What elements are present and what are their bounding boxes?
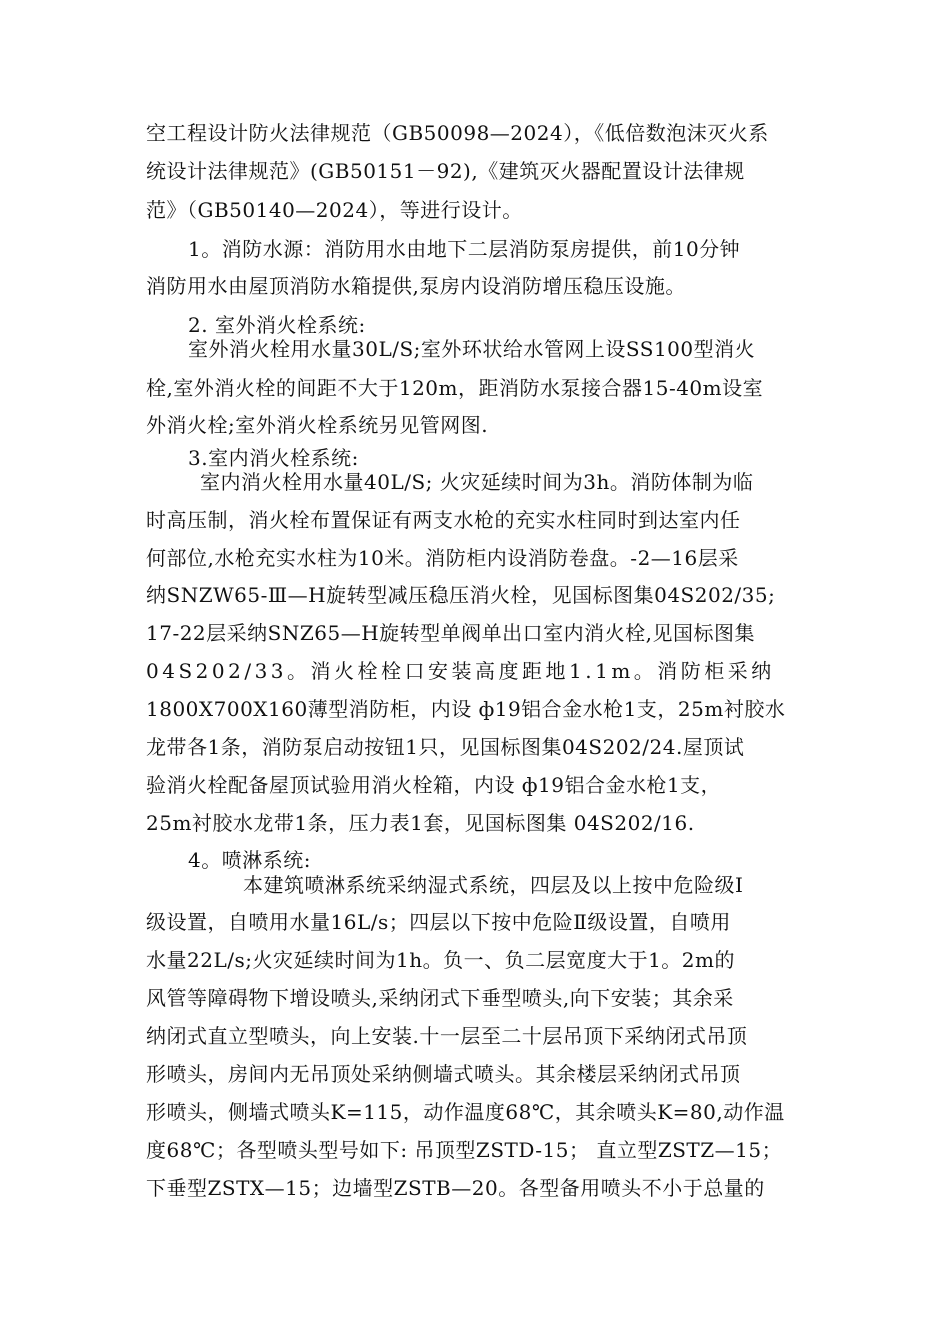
text-line: 统设计法律规范》(GB50151－92),《建筑灭火器配置设计法律规 bbox=[146, 159, 745, 183]
text-line: 空工程设计防火法律规范（GB50098—2024），《低倍数泡沫灭火系 bbox=[146, 121, 769, 145]
text-line: 25m衬胶水龙带1条，压力表1套，见国标图集 04S202/16. bbox=[146, 811, 695, 835]
text-line: 级设置，自喷用水量16L/s；四层以下按中危险Ⅱ级设置，自喷用 bbox=[146, 910, 731, 934]
text-line: 范》（GB50140—2024），等进行设计。 bbox=[146, 198, 523, 222]
text-line: 风管等障碍物下增设喷头,采纳闭式下垂型喷头,向下安装；其余采 bbox=[146, 986, 734, 1010]
text-line: 形喷头，房间内无吊顶处采纳侧墙式喷头。其余楼层采纳闭式吊顶 bbox=[146, 1062, 741, 1086]
text-line: 17-22层采纳SNZ65—H旋转型单阀单出口室内消火栓,见国标图集 bbox=[146, 621, 756, 645]
section-heading: 2. 室外消火栓系统: bbox=[188, 313, 366, 337]
text-line: 纳闭式直立型喷头，向上安装.十一层至二十层吊顶下采纳闭式吊顶 bbox=[146, 1024, 748, 1048]
text-line: 龙带各1条，消防泵启动按钮1只，见国标图集04S202/24.屋顶试 bbox=[146, 735, 745, 759]
text-line: 室外消火栓用水量30L/S;室外环状给水管网上设SS100型消火 bbox=[188, 337, 756, 361]
text-line: 外消火栓;室外消火栓系统另见管网图. bbox=[146, 413, 489, 437]
text-line: 度68℃；各型喷头型号如下: 吊顶型ZSTD-15； 直立型ZSTZ—15； bbox=[146, 1138, 783, 1162]
text-line: 室内消火栓用水量40L/S; 火灾延续时间为3h。消防体制为临 bbox=[200, 470, 754, 494]
text-line: 形喷头，侧墙式喷头K=115，动作温度68℃，其余喷头K=80,动作温 bbox=[146, 1100, 785, 1124]
text-line: 栓,室外消火栓的间距不大于120m，距消防水泵接合器15-40m设室 bbox=[146, 376, 764, 400]
text-line: 纳SNZW65-Ⅲ—H旋转型减压稳压消火栓，见国标图集04S202/35; bbox=[146, 583, 776, 607]
text-line: 水量22L/s;火灾延续时间为1h。负一、负二层宽度大于1。2m的 bbox=[146, 948, 735, 972]
text-line: 04S202/33。消火栓栓口安装高度距地1.1m。消防柜采纳 bbox=[146, 659, 775, 683]
text-line: 消防用水由屋顶消防水箱提供,泵房内设消防增压稳压设施。 bbox=[146, 274, 686, 298]
section-heading: 4。喷淋系统: bbox=[188, 848, 311, 872]
text-line: 验消火栓配备屋顶试验用消火栓箱，内设 ф19铝合金水枪1支， bbox=[146, 773, 722, 797]
text-line: 本建筑喷淋系统采纳湿式系统，四层及以上按中危险级Ⅰ bbox=[243, 873, 744, 897]
text-line: 何部位,水枪充实水柱为10米。消防柜内设消防卷盘。-2—16层采 bbox=[146, 546, 739, 570]
text-line: 下垂型ZSTX—15；边墙型ZSTB—20。各型备用喷头不小于总量的 bbox=[146, 1176, 765, 1200]
text-line: 1。消防水源：消防用水由地下二层消防泵房提供，前10分钟 bbox=[188, 237, 741, 261]
section-heading: 3.室内消火栓系统: bbox=[188, 446, 359, 470]
text-line: 时高压制，消火栓布置保证有两支水枪的充实水柱同时到达室内任 bbox=[146, 508, 741, 532]
text-line: 1800X700X160薄型消防柜，内设 ф19铝合金水枪1支，25m衬胶水 bbox=[146, 697, 786, 721]
